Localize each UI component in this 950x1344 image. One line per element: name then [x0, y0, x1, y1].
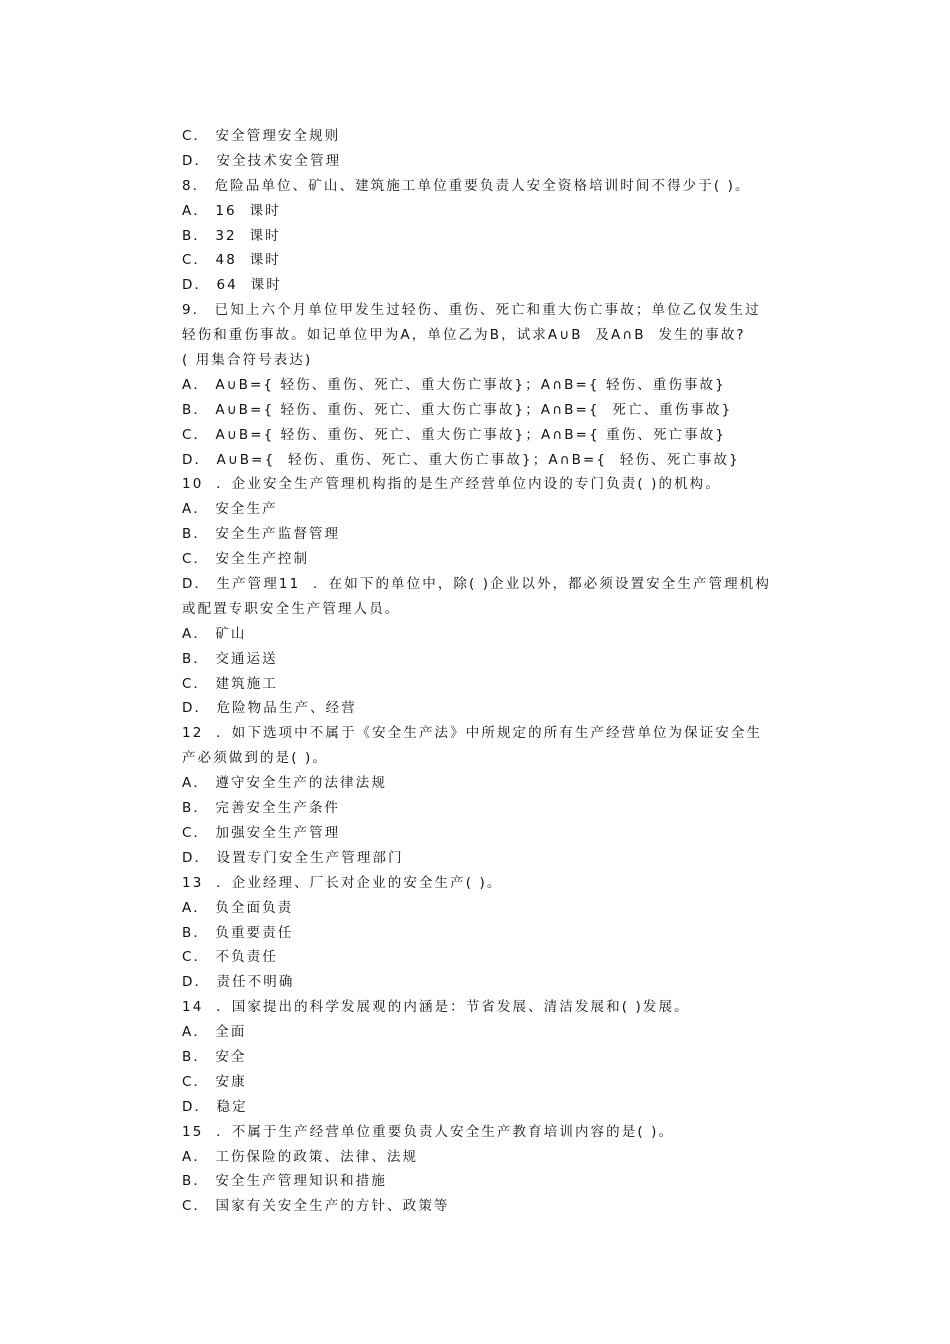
option-d-line: D． 64 课时: [182, 277, 282, 294]
option-c-line: C． 建筑施工: [182, 675, 278, 692]
option-d-line: D． 设置专门安全生产管理部门: [182, 849, 404, 866]
option-c-line: C． 安全生产控制: [182, 551, 310, 568]
option-d-line: D． 责任不明确: [182, 974, 295, 991]
option-b-line: B． 安全生产管理知识和措施: [182, 1173, 387, 1190]
option-a-line: A． A∪B={ 轻伤、重伤、死亡、重大伤亡事故}；A∩B={ 轻伤、重伤事故}: [182, 376, 726, 393]
option-d-line: D． 稳定: [182, 1098, 248, 1115]
question-13: 13 ．企业经理、厂长对企业的安全生产( )。: [182, 874, 503, 891]
option-b-line: B． 交通运送: [182, 650, 278, 667]
option-a-line: A． 安全生产: [182, 501, 278, 518]
question-10: 10 ．企业安全生产管理机构指的是生产经营单位内设的专门负责( )的机构。: [182, 476, 721, 493]
option-a-line: A． 遵守安全生产的法律法规: [182, 775, 387, 792]
option-b-line: B． 完善安全生产条件: [182, 800, 341, 817]
option-a-line: A． 矿山: [182, 625, 247, 642]
option-a-line: A． 负全面负责: [182, 899, 294, 916]
option-b-line: B． A∪B={ 轻伤、重伤、死亡、重大伤亡事故}；A∩B={ 死亡、重伤事故}: [182, 401, 733, 418]
option-d-line: D． 安全技术安全管理: [182, 152, 342, 169]
question-15: 15 ．不属于生产经营单位重要负责人安全生产教育培训内容的是( )。: [182, 1123, 675, 1140]
option-a-line: A． 全面: [182, 1024, 247, 1041]
document-body: [182, 124, 802, 1219]
option-c-line: C． 加强安全生产管理: [182, 824, 341, 841]
option-c-line: C． 安全管理安全规则: [182, 128, 341, 144]
option-b-line: B． 安全: [182, 1048, 247, 1065]
option-c-line: C． 国家有关安全生产的方针、政策等: [182, 1198, 450, 1215]
option-c-line: C． 48 课时: [182, 252, 281, 269]
question-12-continued: 产必须做到的是( )。: [182, 750, 328, 767]
question-14: 14 ．国家提出的科学发展观的内涵是：节省发展、清洁发展和( )发展。: [182, 999, 690, 1016]
question-9-continued: 轻伤和重伤事故。如记单位甲为A，单位乙为B，试求A∪B 及A∩B 发生的事故?: [182, 327, 746, 344]
question-12: 12 ．如下选项中不属于《安全生产法》中所规定的所有生产经营单位为保证安全生: [182, 725, 763, 742]
option-a-line: A． 工伤保险的政策、法律、法规: [182, 1148, 419, 1165]
option-b-line: B． 32 课时: [182, 227, 281, 244]
option-c-line: C． 安康: [182, 1073, 247, 1090]
option-d-line: D． 危险物品生产、经营: [182, 700, 357, 717]
option-c-line: C． 不负责任: [182, 949, 278, 966]
question-9: 9． 已知上六个月单位甲发生过轻伤、重伤、死亡和重大伤亡事故；单位乙仅发生过: [182, 302, 761, 319]
question-11-continued: 或配置专职安全生产管理人员。: [182, 600, 401, 617]
option-a-line: A． 16 课时: [182, 202, 281, 219]
option-b-line: B． 安全生产监督管理: [182, 526, 341, 543]
question-8: 8． 危险品单位、矿山、建筑施工单位重要负责人安全资格培训时间不得少于( )。: [182, 177, 751, 194]
option-c-line: C． A∪B={ 轻伤、重伤、死亡、重大伤亡事故}；A∩B={ 重伤、死亡事故}: [182, 426, 727, 443]
question-9-continued: ( 用集合符号表达): [182, 352, 313, 369]
option-d-and-question-11: D． 生产管理11 ．在如下的单位中，除( )企业以外，都必须设置安全生产管理机构: [182, 576, 771, 593]
option-d-line: D． A∪B={ 轻伤、重伤、死亡、重大伤亡事故}；A∩B={ 轻伤、死亡事故}: [182, 451, 740, 468]
option-b-line: B． 负重要责任: [182, 924, 294, 941]
